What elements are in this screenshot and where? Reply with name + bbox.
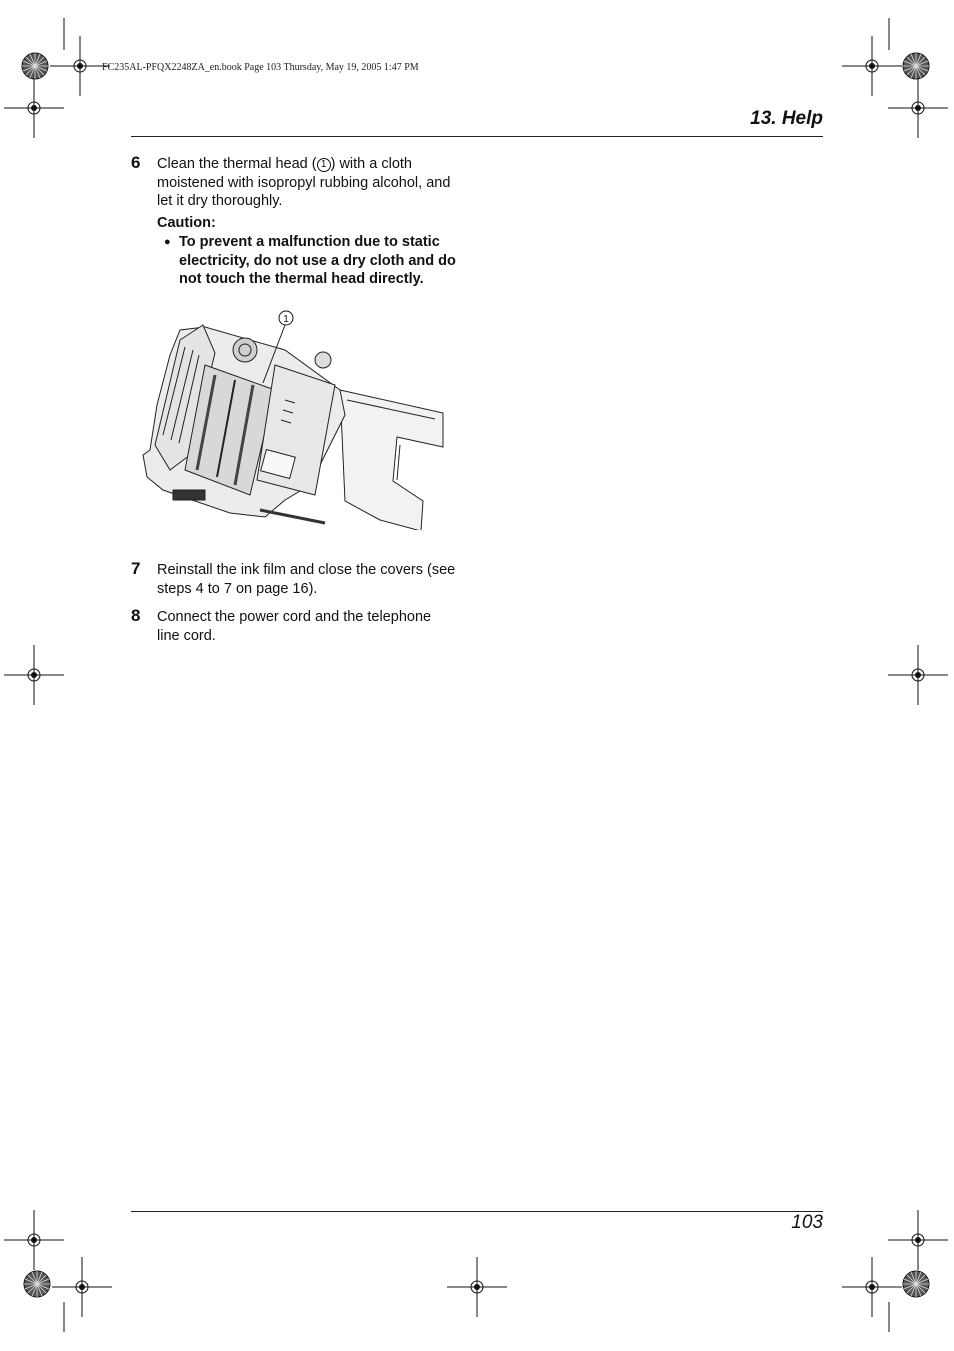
print-info: FC235AL-PFQX2248ZA_en.book Page 103 Thursday, May 19, 2005 1:47 PM <box>102 62 419 73</box>
caution-title: Caution: <box>157 215 216 231</box>
header-rule <box>131 136 823 137</box>
step-7-text: Reinstall the ink film and close the covers (see steps 4 to 7 on page 16). <box>157 562 456 597</box>
caution-bullet: To prevent a malfunction due to static electricity, do not use a dry cloth and do not touch the thermal head directly. <box>179 234 456 287</box>
step-8-text: Connect the power cord and the telephone line cord. <box>157 609 432 644</box>
step-number-6: 6 <box>131 153 141 172</box>
figure-callout-1: 1 <box>283 314 289 325</box>
step-6-text: Clean the thermal head ( 1 ) with a cloth moistened with isopropyl rubbing alcohol, and let it dry thoroughly. <box>157 156 451 209</box>
bullet-icon: ● <box>164 236 171 248</box>
callout-1-inline: 1 <box>317 158 331 172</box>
page-number: 103 <box>791 1212 823 1233</box>
footer-rule <box>131 1211 823 1212</box>
step-number-8: 8 <box>131 606 141 625</box>
section-title: 13. Help <box>750 108 823 129</box>
step-number-7: 7 <box>131 559 141 578</box>
fax-machine-illustration <box>135 305 450 530</box>
